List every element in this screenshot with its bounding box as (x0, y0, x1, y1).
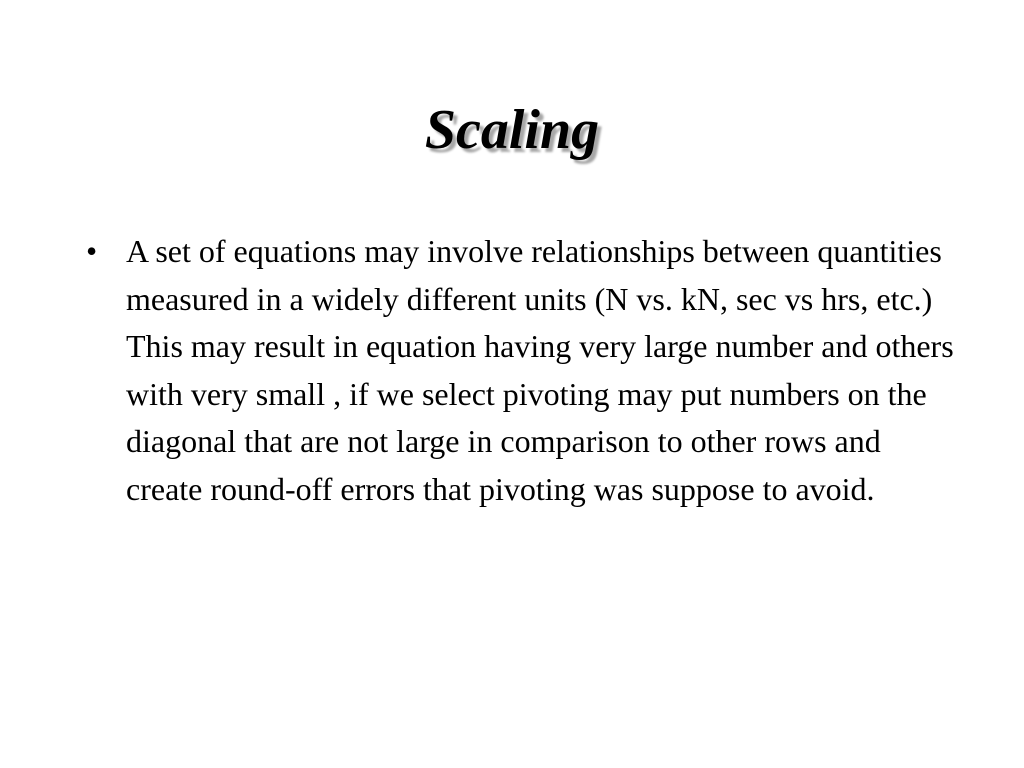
bullet-item (86, 228, 956, 513)
bullet-marker: • (86, 233, 98, 269)
bullet-list (86, 228, 956, 513)
bullet-text: A set of equations may involve relationships between quantities measured in a widely different units (N vs. kN, sec vs hrs, etc.) This may result in equation having very large number and others with very small , if we select pivoting may put numbers on the diagonal that are not large in comparison to other rows and create round-off errors that pivoting was suppose to avoid. (126, 233, 954, 507)
slide-title: Scaling (424, 99, 600, 161)
